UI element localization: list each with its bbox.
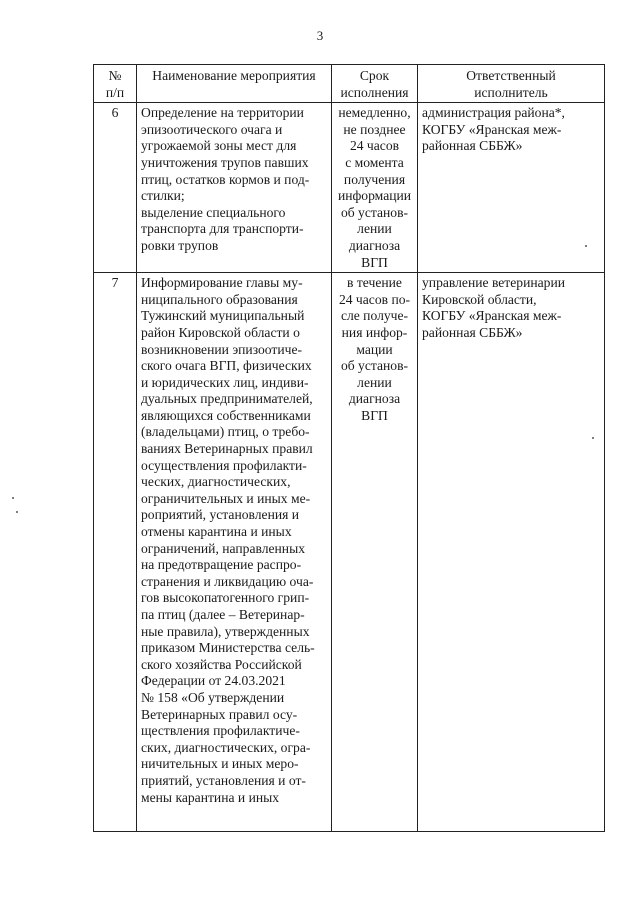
text-line: мены карантина и иных xyxy=(141,789,280,805)
text-line: в течение xyxy=(347,275,402,291)
header-line: Наименование мероприятия xyxy=(152,68,316,83)
text-line: Ветеринарных правил осу- xyxy=(141,706,298,722)
text-line: осуществления профилакти- xyxy=(141,457,307,473)
measure-name-cell xyxy=(137,103,332,273)
text-line: ограничительных и иных ме- xyxy=(141,490,311,506)
text-line: № 158 «Об утверждении xyxy=(141,689,285,705)
header-term xyxy=(332,65,418,103)
text-line: ческих, диагностических, xyxy=(141,474,291,490)
text-line: Кировской области, xyxy=(422,291,537,307)
scan-speck xyxy=(592,437,594,439)
text-line: ные правила), утвержденных xyxy=(141,623,310,639)
text-line: сле получе- xyxy=(340,308,409,324)
text-line: дуальных предпринимателей, xyxy=(141,391,313,407)
header-line: № xyxy=(108,68,122,83)
header-exec xyxy=(418,65,605,103)
text-line: немедленно, xyxy=(338,105,411,121)
text-line: птиц, остатков кормов и под- xyxy=(141,171,310,187)
text-line: странения и ликвидацию оча- xyxy=(141,573,314,589)
text-line: угрожаемой зоны мест для xyxy=(141,138,297,154)
scan-speck xyxy=(12,497,14,499)
text-line: приятий, установления и от- xyxy=(141,772,306,788)
term-cell xyxy=(332,273,418,832)
text-line: 24 часов xyxy=(349,138,400,154)
header-line: Ответственный xyxy=(466,68,556,83)
text-line: являющихся собственниками xyxy=(141,407,311,423)
text-line: возникновении эпизоотиче- xyxy=(141,341,303,357)
text-line: ского очага ВГП, физических xyxy=(141,358,312,374)
header-num xyxy=(94,65,137,103)
text-line: диагноза xyxy=(348,391,401,407)
text-line: КОГБУ «Яранская меж- xyxy=(422,308,562,324)
text-line: диагноза xyxy=(348,237,401,253)
text-line: лении xyxy=(357,374,392,390)
text-line: об установ- xyxy=(340,204,409,220)
text-line: получения xyxy=(343,171,406,187)
text-line: район Кировской области о xyxy=(141,324,300,340)
term-cell xyxy=(332,103,418,273)
text-line: 24 часов по- xyxy=(338,291,411,307)
text-line: Определение на территории xyxy=(141,105,304,121)
text-line: уничтожения трупов павших xyxy=(141,154,309,170)
text-line: на предотвращение распро- xyxy=(141,557,302,573)
header-line: п/п xyxy=(105,84,125,100)
table-row xyxy=(94,103,605,273)
text-line: Тужинский муниципальный xyxy=(141,308,305,324)
executor-cell xyxy=(418,103,605,273)
text-line: (владельцами) птиц, о требо- xyxy=(141,424,310,440)
executor-cell xyxy=(418,273,605,832)
measure-name-cell xyxy=(137,273,332,832)
table-header-row xyxy=(94,65,605,103)
text-line: ровки трупов xyxy=(141,237,219,253)
text-line: и юридических лиц, индиви- xyxy=(141,374,309,390)
text-line: администрация района*, xyxy=(422,105,565,121)
scan-speck xyxy=(16,511,18,513)
measures-table xyxy=(93,64,605,832)
row-number: 7 xyxy=(94,273,137,832)
page-number: 3 xyxy=(316,28,324,43)
text-line: КОГБУ «Яранская меж- xyxy=(422,121,562,137)
text-line: ничительных и иных меро- xyxy=(141,756,299,772)
text-line: приказом Министерства сель- xyxy=(141,640,315,656)
text-line: ского хозяйства Российской xyxy=(141,656,302,672)
text-line: ществления профилактиче- xyxy=(141,723,300,739)
text-line: лении xyxy=(357,221,392,237)
text-line: не позднее xyxy=(343,121,406,137)
header-line: исполнения xyxy=(340,84,409,100)
scan-speck xyxy=(585,245,587,247)
text-line: управление ветеринарии xyxy=(422,275,566,291)
table-row xyxy=(94,273,605,832)
text-line: мации xyxy=(356,341,393,357)
text-line: ниципального образования xyxy=(141,291,298,307)
text-line: Федерации от 24.03.2021 xyxy=(141,673,286,689)
text-line: ваниях Ветеринарных правил xyxy=(141,441,313,457)
text-line: отмены карантина и иных xyxy=(141,524,292,540)
header-name xyxy=(137,65,332,103)
text-line: роприятий, установления и xyxy=(141,507,300,523)
text-line: ВГП xyxy=(361,254,388,270)
text-line: ских, диагностических, огра- xyxy=(141,739,311,755)
text-line: стилки; xyxy=(141,188,185,204)
text-line: ограничений, направленных xyxy=(141,540,306,556)
text-line: информации xyxy=(337,188,412,204)
text-line: Информирование главы му- xyxy=(141,275,303,291)
text-line: па птиц (далее – Ветеринар- xyxy=(141,607,305,622)
text-line: районная СББЖ» xyxy=(422,324,523,340)
header-line: Срок xyxy=(359,68,390,83)
text-line: эпизоотического очага и xyxy=(141,121,283,137)
row-number: 6 xyxy=(94,103,137,273)
text-line: ния инфор- xyxy=(341,324,408,340)
text-line: об установ- xyxy=(340,358,409,374)
text-line: транспорта для транспорти- xyxy=(141,221,304,237)
header-line: исполнитель xyxy=(474,84,548,100)
text-line: районная СББЖ» xyxy=(422,138,523,154)
text-line: ВГП xyxy=(361,407,388,423)
text-line: гов высокопатогенного грип- xyxy=(141,590,310,606)
text-line: выделение специального xyxy=(141,204,286,220)
text-line: с момента xyxy=(345,154,404,170)
